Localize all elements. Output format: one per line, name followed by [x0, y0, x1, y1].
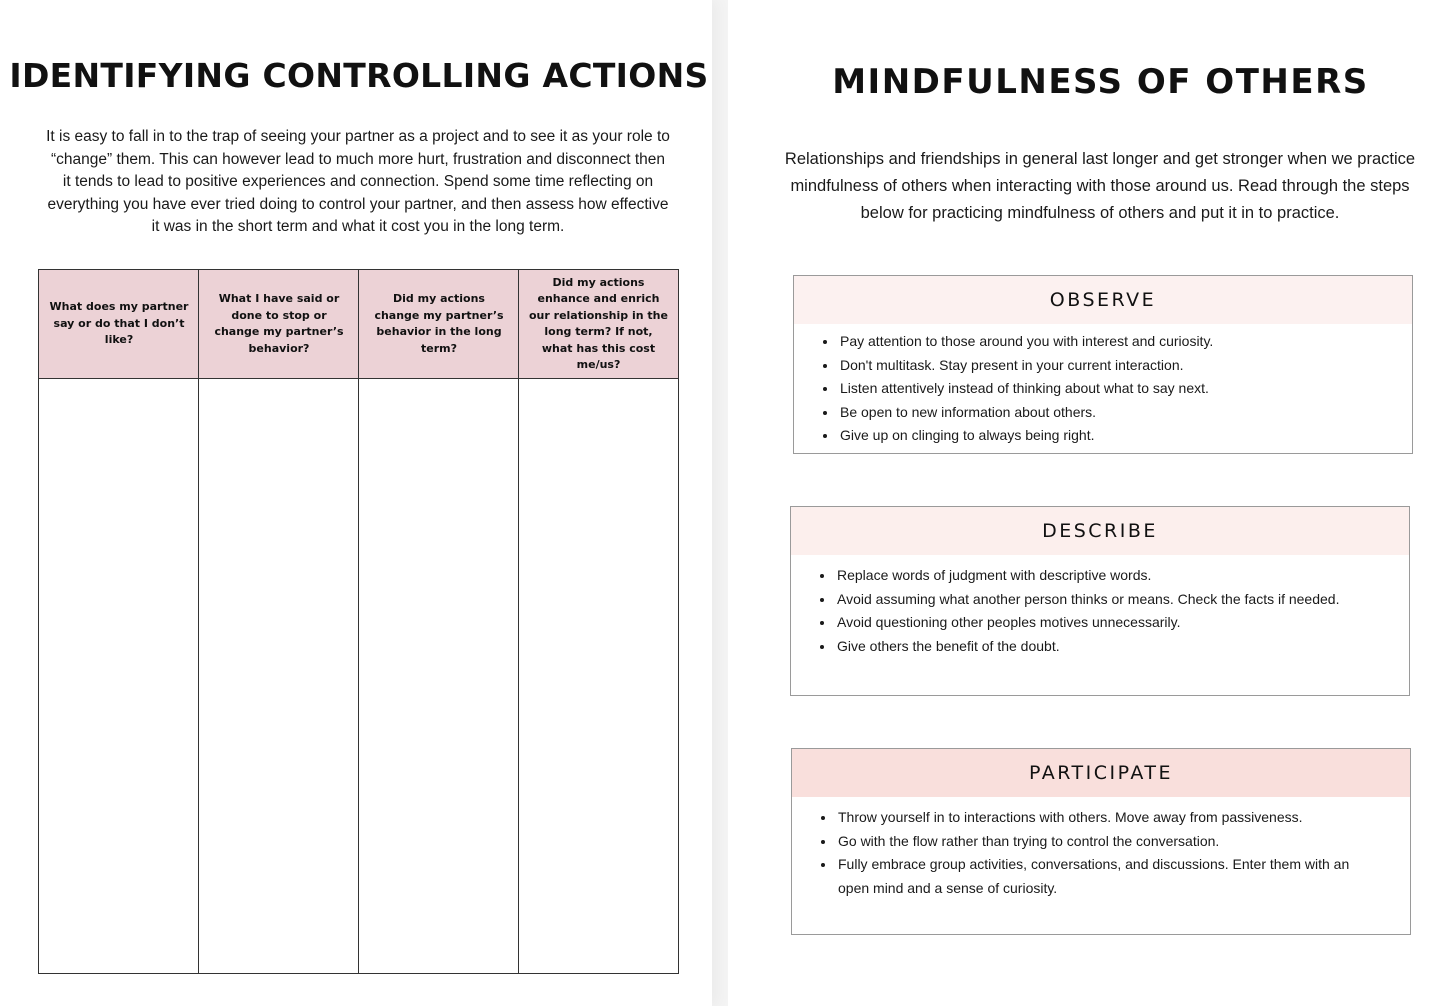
column-divider: [358, 270, 359, 973]
intro-paragraph: It is easy to fall in to the trap of seeing your partner as a project and to see it as your role to “change” them. This can however lead to much more hurt, frustration and disconnect then it tends to lead to positive experiences and connection. Spend some time reflecting on everything you have ever tried doing to control your partner, and then assess how effective it was in the short term and what it cost you in the long term.: [46, 128, 670, 235]
list-item: • Avoid assuming what another person thinks or means. Check the facts if needed.: [835, 588, 1409, 612]
list-item: • Don't multitask. Stay present in your current interaction.: [838, 354, 1412, 378]
table-cell-blank[interactable]: [199, 379, 359, 973]
section-heading: PARTICIPATE: [792, 749, 1410, 797]
table-column-header: What does my partner say or do that I don’t like?: [49, 300, 189, 347]
list-item: • Pay attention to those around you with interest and curiosity.: [838, 330, 1412, 354]
list-item: • Avoid questioning other peoples motives unnecessarily.: [835, 611, 1409, 635]
table-cell-blank[interactable]: [39, 379, 199, 973]
table-column-header: Did my actions enhance and enrich our relationship in the long term? If not, what has this cost me/us?: [529, 275, 668, 371]
section-list: [792, 797, 1410, 900]
table-cell-blank[interactable]: [518, 379, 678, 973]
column-divider: [518, 270, 519, 973]
table-cell-blank[interactable]: [359, 379, 519, 973]
list-item: • Listen attentively instead of thinking about what to say next.: [838, 377, 1412, 401]
list-item: • Throw yourself in to interactions with others. Move away from passiveness.: [836, 806, 1370, 830]
section-list: [794, 324, 1412, 448]
list-item: • Replace words of judgment with descriptive words.: [835, 564, 1409, 588]
list-item: • Fully embrace group activities, conversations, and discussions. Enter them with an open mind and a sense of curiosity.: [836, 853, 1370, 900]
section-observe: [793, 275, 1413, 454]
list-item: • Be open to new information about others.: [838, 401, 1412, 425]
list-item: • Give up on clinging to always being right.: [838, 424, 1412, 448]
section-participate: [791, 748, 1411, 935]
right-page: [728, 0, 1445, 1006]
section-describe: [790, 506, 1410, 696]
left-page: [0, 0, 712, 1006]
column-divider: [198, 270, 199, 973]
intro-paragraph: Relationships and friendships in general last longer and get stronger when we practice mindfulness of others when interacting with those around us. Read through the steps below for practicing mindfulness of others and put it in to practice.: [784, 150, 1416, 222]
section-heading: DESCRIBE: [791, 507, 1409, 555]
list-item: • Go with the flow rather than trying to control the conversation.: [836, 830, 1370, 854]
page-title: IDENTIFYING CONTROLLING ACTIONS: [9, 56, 709, 95]
list-item: • Give others the benefit of the doubt.: [835, 635, 1409, 659]
table-column-header: Did my actions change my partner’s behavior in the long term?: [374, 292, 504, 355]
section-heading: OBSERVE: [794, 276, 1412, 324]
table-column-header: What I have said or done to stop or change my partner’s behavior?: [214, 292, 344, 355]
worksheet-table: [38, 269, 679, 974]
section-list: [791, 555, 1409, 658]
page-title: MINDFULNESS OF OTHERS: [832, 62, 1369, 102]
